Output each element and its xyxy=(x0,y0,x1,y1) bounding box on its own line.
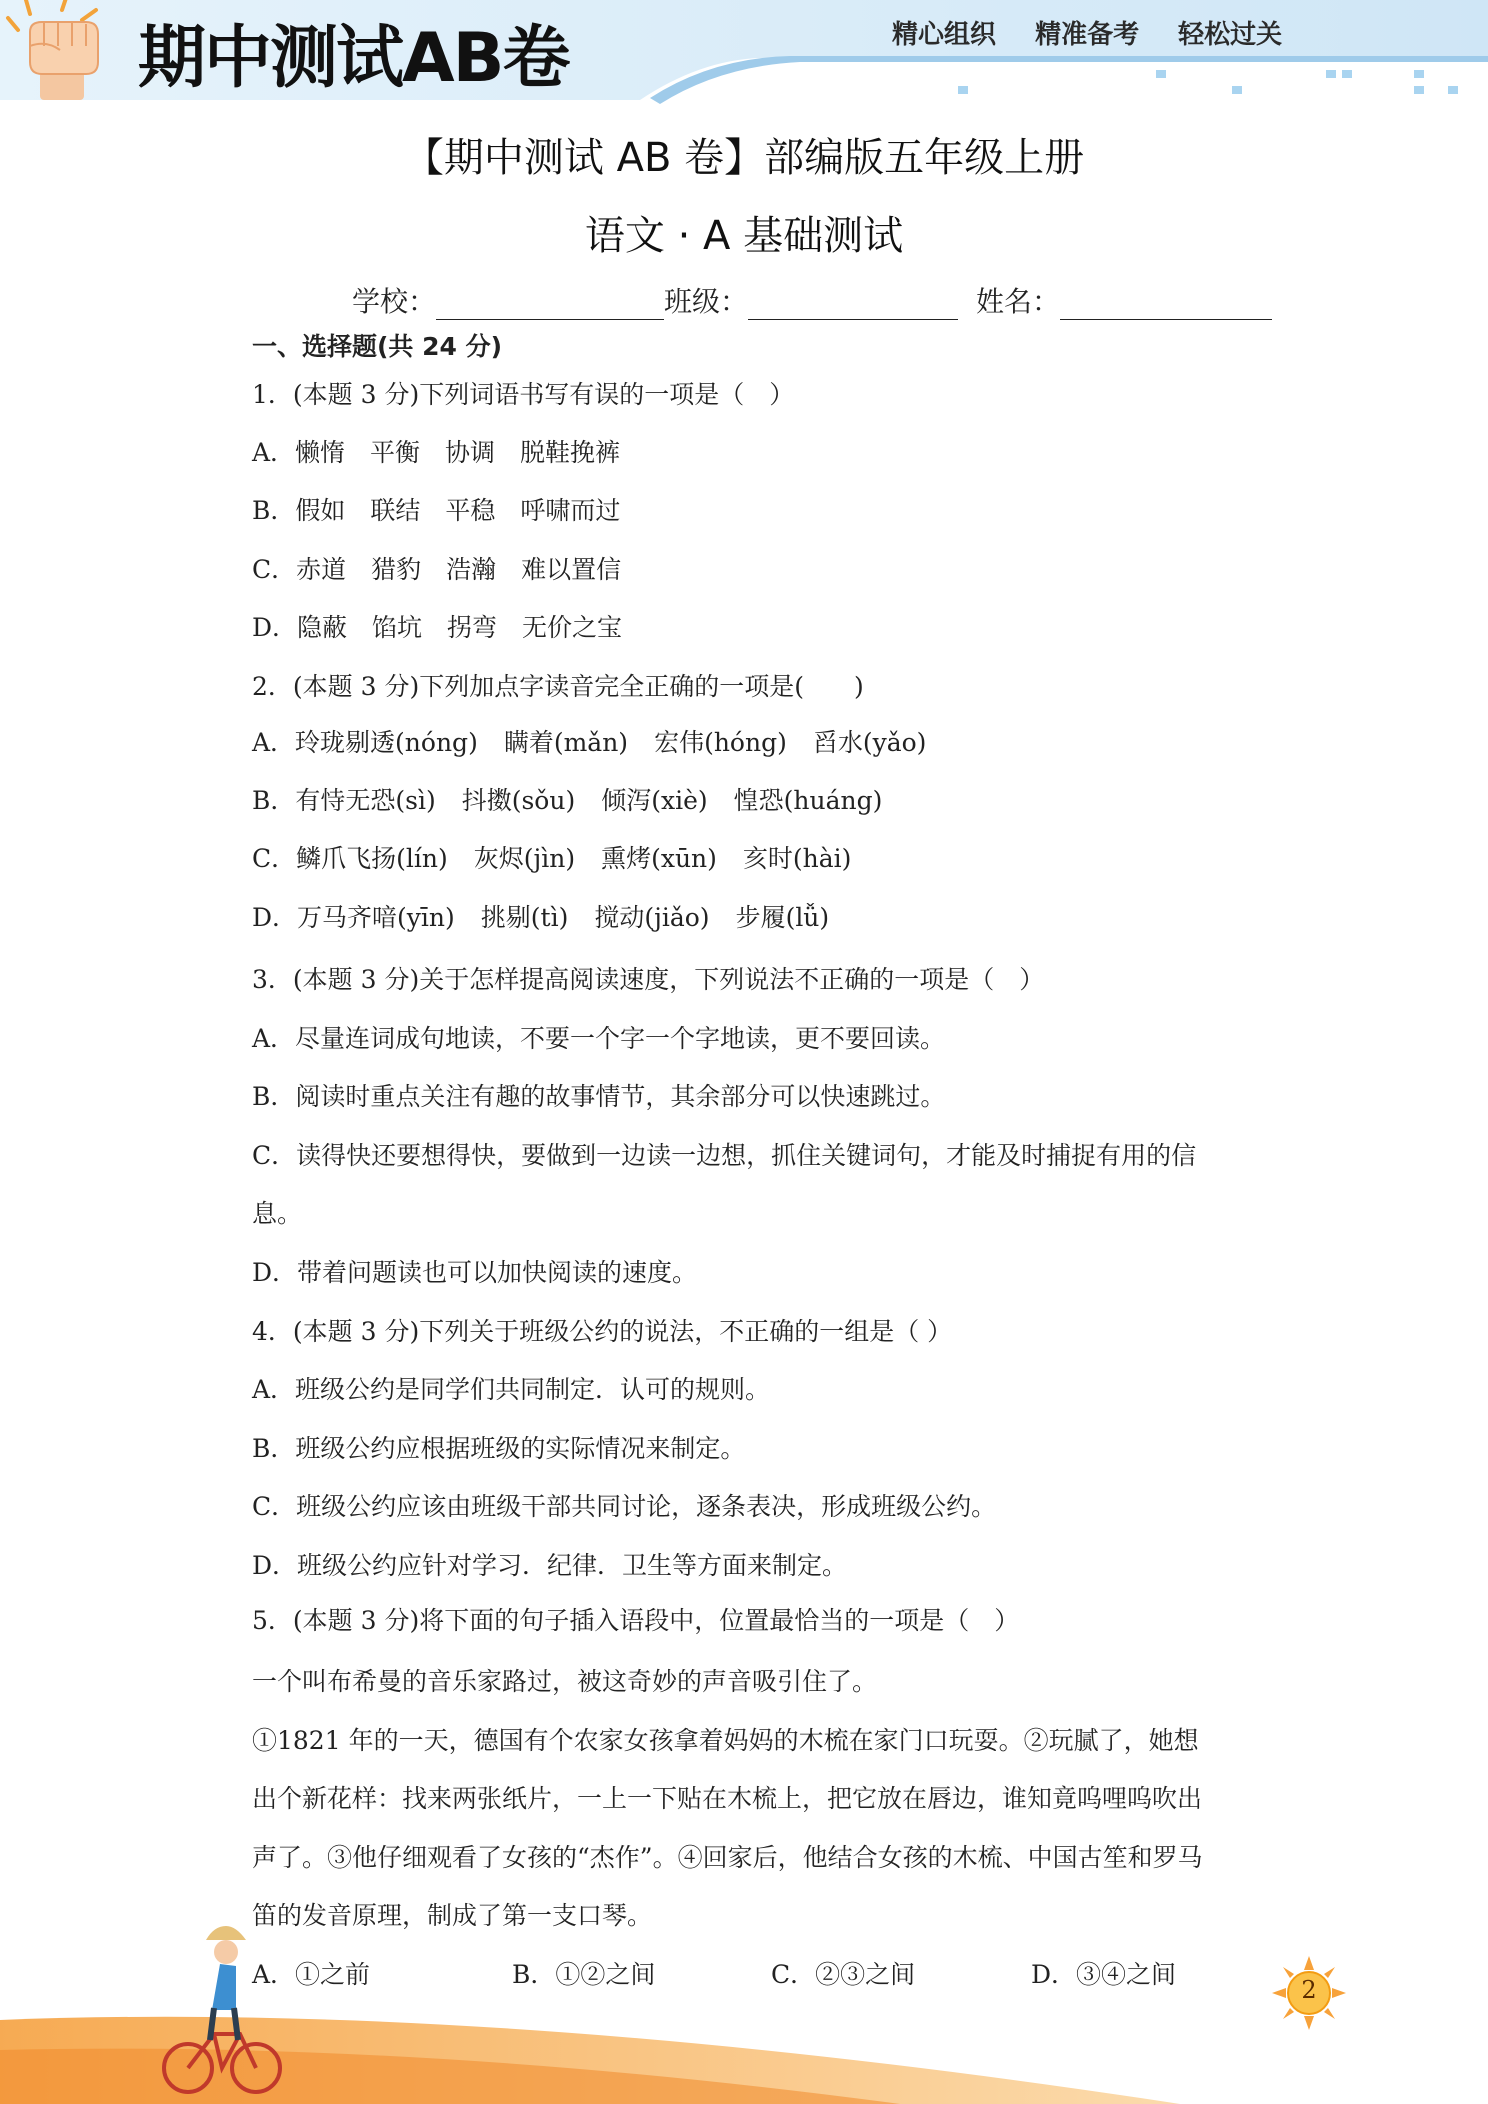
q2-b-item-2: 抖擞(sǒu) xyxy=(461,786,576,815)
q2-option-a[interactable] xyxy=(252,728,926,758)
q4-option-b[interactable]: B．班级公约应根据班级的实际情况来制定。 xyxy=(252,1434,746,1463)
q2-stem: 2．(本题 3 分)下列加点字读音完全正确的一项是( ) xyxy=(252,672,864,701)
q5-option-b[interactable]: B．①②之间 xyxy=(512,1960,656,1989)
q5-passage-line-4: 笛的发音原理，制成了第一支口琴。 xyxy=(252,1901,653,1930)
q1-option-a[interactable]: A．懒惰 平衡 协调 脱鞋挽裤 xyxy=(252,438,621,467)
q2-c-item-4: 亥时(hài) xyxy=(742,844,852,873)
q4-option-c[interactable]: C．班级公约应该由班级干部共同讨论，逐条表决，形成班级公约。 xyxy=(252,1492,997,1521)
q4-option-d[interactable]: D．班级公约应针对学习．纪律．卫生等方面来制定。 xyxy=(252,1551,848,1580)
brand-title: 期中测试AB卷 xyxy=(138,19,569,98)
q2-a-item-2: 瞒着(mǎn) xyxy=(503,728,629,757)
q2-b-item-1: B．有恃无恐(sì) xyxy=(252,786,436,815)
q2-option-c[interactable] xyxy=(252,844,851,874)
school-label: 学校： xyxy=(352,285,437,318)
q2-d-item-3: 搅动(jiǎo) xyxy=(594,903,710,932)
q2-d-item-4: 步履(lǚ) xyxy=(735,903,830,932)
q2-d-item-1: D．万马齐喑(yīn) xyxy=(252,903,455,932)
q2-b-item-3: 倾泻(xiè) xyxy=(601,786,708,815)
slogan-1: 精心组织 xyxy=(892,20,997,50)
class-label: 班级： xyxy=(664,285,749,318)
page-number: 2 xyxy=(1301,1976,1317,2004)
q1-option-c[interactable]: C．赤道 猎豹 浩瀚 难以置信 xyxy=(252,555,622,584)
q2-a-item-3: 宏伟(hóng) xyxy=(654,728,787,757)
q5-passage-line-1: ①1821 年的一天，德国有个农家女孩拿着妈妈的木梳在家门口玩耍。②玩腻了，她想 xyxy=(252,1726,1199,1755)
slogans xyxy=(892,14,1312,51)
q5-option-a[interactable]: A．①之前 xyxy=(252,1960,371,1989)
q2-c-item-3: 熏烤(xūn) xyxy=(601,844,717,873)
exam-subtitle: 语文 · A 基础测试 xyxy=(584,213,904,259)
q2-a-item-1: A．玲珑剔透(nóng) xyxy=(252,728,478,757)
q1-option-b[interactable]: B．假如 联结 平稳 呼啸而过 xyxy=(252,496,621,525)
q2-option-d[interactable] xyxy=(252,903,829,933)
footer-decoration xyxy=(0,1900,1488,2104)
q3-option-a[interactable]: A．尽量连词成句地读，不要一个字一个字地读，更不要回读。 xyxy=(252,1024,946,1053)
student-info-line xyxy=(352,280,1272,320)
q2-option-b[interactable] xyxy=(252,786,882,816)
q3-option-c[interactable]: C．读得快还要想得快，要做到一边读一边想，抓住关键词句，才能及时捕捉有用的信 xyxy=(252,1141,1197,1170)
q5-passage-line-2: 出个新花样：找来两张纸片，一上一下贴在木梳上，把它放在唇边，谁知竟呜哩呜吹出 xyxy=(252,1784,1203,1813)
name-blank[interactable] xyxy=(1060,291,1272,320)
q3-option-c-cont: 息。 xyxy=(252,1199,303,1228)
q5-stem: 5．(本题 3 分)将下面的句子插入语段中，位置最恰当的一项是（ ） xyxy=(252,1606,1020,1635)
exam-title: 【期中测试 AB 卷】部编版五年级上册 xyxy=(403,135,1085,181)
slogan-2: 精准备考 xyxy=(1035,20,1140,50)
q2-d-item-2: 挑剔(tì) xyxy=(480,903,569,932)
q2-a-item-4: 舀水(yǎo) xyxy=(812,728,927,757)
class-blank[interactable] xyxy=(748,291,958,320)
header-banner xyxy=(0,0,1488,110)
school-blank[interactable] xyxy=(436,291,664,320)
q2-c-item-1: C．鳞爪飞扬(lín) xyxy=(252,844,448,873)
q4-option-a[interactable]: A．班级公约是同学们共同制定．认可的规则。 xyxy=(252,1375,771,1404)
q5-passage-line-3: 声了。③他仔细观看了女孩的“杰作”。④回家后，他结合女孩的木梳、中国古笙和罗马 xyxy=(252,1843,1203,1872)
q1-stem: 1．(本题 3 分)下列词语书写有误的一项是（ ） xyxy=(252,380,795,409)
q2-c-item-2: 灰烬(jìn) xyxy=(473,844,576,873)
name-label: 姓名： xyxy=(976,285,1061,318)
q2-b-item-4: 惶恐(huáng) xyxy=(733,786,883,815)
q5-option-c[interactable]: C．②③之间 xyxy=(771,1960,916,1989)
q3-option-b[interactable]: B．阅读时重点关注有趣的故事情节，其余部分可以快速跳过。 xyxy=(252,1082,946,1111)
q5-insert-sentence: 一个叫布希曼的音乐家路过，被这奇妙的声音吸引住了。 xyxy=(252,1667,878,1696)
q1-option-d[interactable]: D．隐蔽 馅坑 拐弯 无价之宝 xyxy=(252,613,623,642)
slogan-3: 轻松过关 xyxy=(1178,20,1283,50)
q4-stem: 4．(本题 3 分)下列关于班级公约的说法，不正确的一组是（ ） xyxy=(252,1317,953,1346)
section-heading: 一、选择题(共 24 分) xyxy=(252,332,503,361)
q3-stem: 3．(本题 3 分)关于怎样提高阅读速度，下列说法不正确的一项是（ ） xyxy=(252,965,1045,994)
q5-option-d[interactable]: D．③④之间 xyxy=(1031,1960,1177,1989)
q3-option-d[interactable]: D．带着问题读也可以加快阅读的速度。 xyxy=(252,1258,698,1287)
